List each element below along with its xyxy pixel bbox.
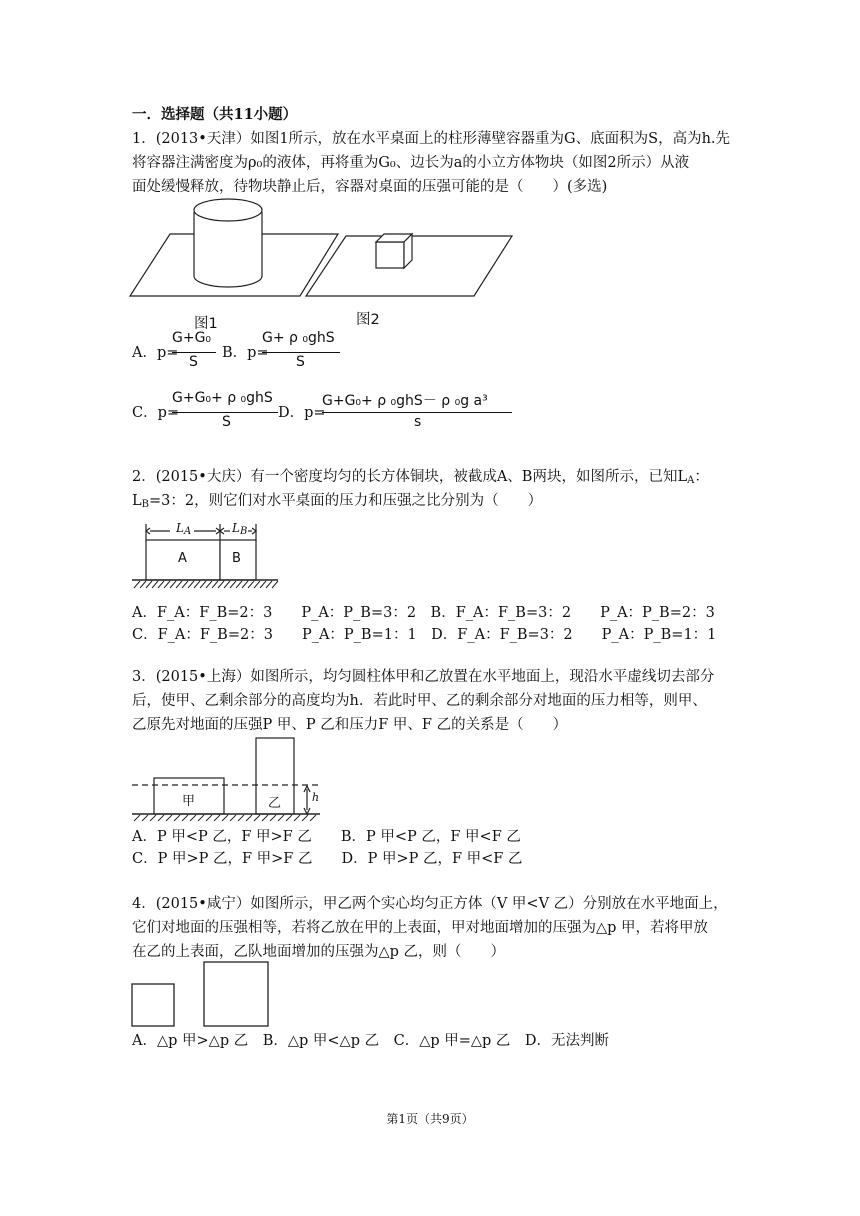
q3-fig-h-label: h: [312, 791, 320, 804]
q1-opt-c-numerator: G+G₀+ ρ ₀ghS: [172, 390, 273, 406]
q2-figure: [132, 524, 278, 580]
q1-figure-1: [130, 199, 338, 296]
q3-line3: 乙原先对地面的压强P 甲、P 乙和压力F 甲、F 乙的关系是（ ）: [132, 717, 568, 733]
q1-opt-c-prefix: C．p=: [132, 405, 180, 421]
q2-fig-a-label: A: [178, 551, 187, 566]
q3-line1: 3．(2015•上海）如图所示，均匀圆柱体甲和乙放置在水平地面上，现沿水平虚线切去部分: [132, 669, 715, 685]
q1-line2: 将容器注满密度为ρ₀的液体，再将重为G₀、边长为a的小立方体物块（如图2所示）从液: [132, 155, 690, 171]
q3-fig-jia-label: 甲: [182, 794, 196, 809]
q2-fig-la-label: $L_A$: [176, 521, 192, 537]
q3-line2: 后，使甲、乙剩余部分的高度均为h．若此时甲、乙的剩余部分对地面的压力相等，则甲、: [132, 693, 707, 709]
q3-options-row2: C．P 甲>P 乙，F 甲>F 乙 D．P 甲>P 乙，F 甲<F 乙: [132, 851, 523, 867]
q3-fig-yi-label: 乙: [268, 796, 282, 811]
q3-figure: [132, 738, 320, 814]
q1-opt-b-prefix: B．p=: [222, 345, 269, 361]
q2-line1: 2．(2015•大庆）有一个密度均匀的长方体铜块，被截成A、B两块，如图所示，已知$L_A$：: [132, 469, 709, 486]
q2-fig-lb-label: $L_B$: [232, 521, 248, 537]
q1-opt-b-bar: [262, 352, 340, 353]
q1-line3: 面处缓慢释放，待物块静止后，容器对桌面的压强可能的是（ ）(多选): [132, 179, 608, 195]
q1-opt-b-numerator: G+ ρ ₀ghS: [262, 330, 335, 346]
q4-figure: [132, 962, 268, 1026]
q2-options-row1: A．F_A：F_B=2：3 P_A：P_B=3：2 B．F_A：F_B=3：2 P_A：P_B=2：3: [132, 605, 715, 621]
q1-opt-a-numerator: G+G₀: [172, 330, 212, 346]
q1-fig1-label: 图1: [194, 316, 218, 332]
q4-options-row: A．△p 甲>△p 乙 B．△p 甲<△p 乙 C．△p 甲=△p 乙 D．无法判断: [132, 1033, 610, 1049]
q4-line1: 4．(2015•咸宁）如图所示，甲乙两个实心均匀正方体（V 甲<V 乙）分别放在水平地面上，: [132, 896, 728, 912]
q1-opt-a-denominator: S: [189, 354, 198, 370]
q3-options-row1: A．P 甲<P 乙，F 甲>F 乙 B．P 甲<P 乙，F 甲<F 乙: [132, 829, 521, 845]
q1-opt-a-prefix: A．p=: [132, 345, 179, 361]
q1-opt-b-denominator: S: [296, 354, 305, 370]
q1-opt-c-bar: [172, 412, 278, 413]
q1-fig2-label: 图2: [356, 312, 380, 328]
q4-line2: 它们对地面的压强相等，若将乙放在甲的上表面，甲对地面增加的压强为△p 甲，若将甲放: [132, 920, 709, 936]
section-title: 一．选择题（共11小题）: [132, 106, 298, 123]
q1-line1: 1．(2013•天津）如图1所示，放在水平桌面上的柱形薄壁容器重为G、底面积为S，高为h.先: [132, 131, 731, 147]
q1-opt-a-bar: [172, 352, 216, 353]
q1-opt-d-prefix: D．p=: [278, 405, 326, 421]
q1-opt-d-bar: [322, 412, 512, 413]
q1-opt-d-numerator: G+G₀+ ρ ₀ghS－ ρ ₀g a³: [322, 393, 488, 409]
page-footer: 第1页（共9页）: [386, 1112, 474, 1126]
q2-line2: $L_B=3$：2，则它们对水平桌面的压力和压强之比分别为（ ）: [132, 493, 543, 510]
q4-line3: 在乙的上表面，乙队地面增加的压强为△p 乙，则（ ）: [132, 944, 506, 960]
q2-fig-b-label: B: [232, 551, 241, 566]
q2-options-row2: C．F_A：F_B=2：3 P_A：P_B=1：1 D．F_A：F_B=3：2 P_A：P_B=1：1: [132, 627, 717, 643]
q1-opt-c-denominator: S: [222, 414, 231, 430]
q1-figure-2: [306, 234, 512, 296]
q3-ground-hatch: [134, 815, 316, 821]
q2-ground-hatch: [134, 581, 278, 588]
q1-opt-d-denominator: s: [414, 414, 422, 430]
